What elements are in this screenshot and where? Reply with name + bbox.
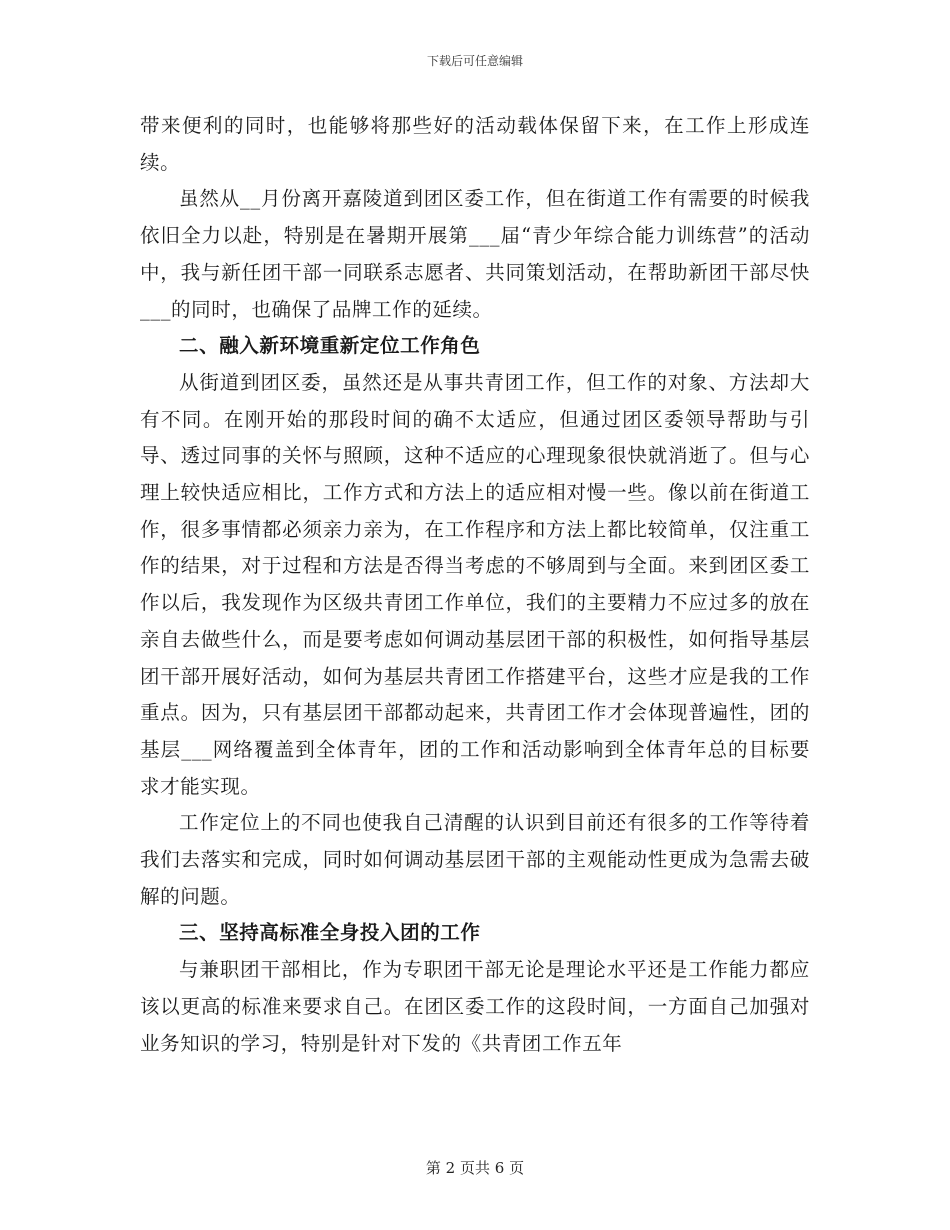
paragraph: 与兼职团干部相比，作为专职团干部无论是理论水平还是工作能力都应该以更高的标准来要求自己。在团区委工作的这段时间，一方面自己加强对业务知识的学习，特别是针对下发的《共青团工作五年: [140, 958, 810, 1055]
paragraph: 工作定位上的不同也使我自己清醒的认识到目前还有很多的工作等待着我们去落实和完成，同时如何调动基层团干部的主观能动性更成为急需去破解的问题。: [140, 811, 810, 908]
paragraph: 虽然从__月份离开嘉陵道到团区委工作，但在街道工作有需要的时候我依旧全力以赴，特别是在暑期开展第___届“青少年综合能力训练营”的活动中，我与新任团干部一同联系志愿者、共同策划活动，在帮助新团干部尽快___的同时，也确保了品牌工作的延续。: [140, 187, 810, 321]
paragraph-continuation: 带来便利的同时，也能够将那些好的活动载体保留下来，在工作上形成连续。: [140, 114, 810, 174]
paragraph: 从街道到团区委，虽然还是从事共青团工作，但工作的对象、方法却大有不同。在刚开始的那段时间的确不太适应，但通过团区委领导帮助与引导、透过同事的关怀与照顾，这种不适应的心理现象很快就消逝了。但与心理上较快适应相比，工作方式和方法上的适应相对慢一些。像以前在街道工作，很多事情都必须亲力亲为，在工作程序和方法上都比较简单，仅注重工作的结果，对于过程和方法是否得当考虑的不够周到与全面。来到团区委工作以后，我发现作为区级共青团工作单位，我们的主要精力不应过多的放在亲自去做些什么，而是要考虑如何调动基层团干部的积极性，如何指导基层团干部开展好活动，如何为基层共青团工作搭建平台，这些才应是我的工作重点。因为，只有基层团干部都动起来，共青团工作才会体现普遍性，团的基层___网络覆盖到全体青年，团的工作和活动影响到全体青年总的目标要求才能实现。: [140, 370, 810, 798]
page-footer: 第 2 页共 6 页: [425, 1159, 525, 1177]
page-header: 下载后可任意编辑: [426, 54, 523, 68]
section-heading: 二、融入新环境重新定位工作角色: [179, 334, 481, 358]
document-body: [140, 108, 810, 1062]
section-heading: 三、坚持高标准全身投入团的工作: [179, 921, 481, 945]
